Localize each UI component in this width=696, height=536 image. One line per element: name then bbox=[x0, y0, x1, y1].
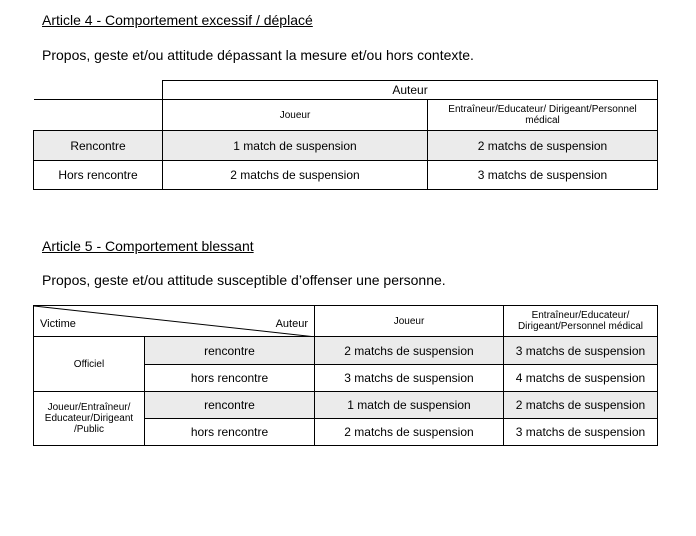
col-header-encadrement: Entraîneur/Educateur/ Dirigeant/Personnel médical bbox=[428, 100, 658, 131]
table-cell: 3 matchs de suspension bbox=[315, 365, 504, 392]
row-label: Rencontre bbox=[34, 131, 163, 161]
corner-diagonal-header bbox=[34, 306, 315, 337]
article5-title: Article 5 - Comportement blessant bbox=[42, 238, 254, 254]
table-corner bbox=[34, 81, 163, 100]
context-label: rencontre bbox=[145, 337, 315, 365]
col-header-joueur: Joueur bbox=[315, 306, 504, 337]
table-row bbox=[34, 392, 658, 419]
col-header-joueur: Joueur bbox=[163, 100, 428, 131]
group-header-auteur: Auteur bbox=[163, 81, 658, 100]
table-cell: 2 matchs de suspension bbox=[315, 419, 504, 446]
context-label: rencontre bbox=[145, 392, 315, 419]
corner-victime-label: Victime bbox=[40, 318, 76, 330]
context-label: hors rencontre bbox=[145, 365, 315, 392]
article4-description: Propos, geste et/ou attitude dépassant la mesure et/ou hors contexte. bbox=[42, 47, 474, 63]
table-cell: 2 matchs de suspension bbox=[428, 131, 658, 161]
corner-auteur-label: Auteur bbox=[275, 318, 308, 330]
row-label: Hors rencontre bbox=[34, 161, 163, 190]
article4-title: Article 4 - Comportement excessif / déplacé bbox=[42, 12, 313, 28]
table-cell: 2 matchs de suspension bbox=[315, 337, 504, 365]
table-row bbox=[34, 161, 658, 190]
context-label: hors rencontre bbox=[145, 419, 315, 446]
victim-label: Joueur/Entraîneur/ Educateur/Dirigeant /Public bbox=[34, 392, 145, 446]
article4-table bbox=[33, 80, 658, 190]
col-header-encadrement: Entraîneur/Educateur/ Dirigeant/Personnel médical bbox=[504, 306, 658, 337]
table-row bbox=[34, 337, 658, 365]
table-corner bbox=[34, 100, 163, 131]
table-cell: 2 matchs de suspension bbox=[163, 161, 428, 190]
table-cell: 3 matchs de suspension bbox=[428, 161, 658, 190]
table-cell: 1 match de suspension bbox=[315, 392, 504, 419]
article5-table bbox=[33, 305, 658, 446]
table-cell: 2 matchs de suspension bbox=[504, 392, 658, 419]
victim-label: Officiel bbox=[34, 337, 145, 392]
table-cell: 4 matchs de suspension bbox=[504, 365, 658, 392]
table-cell: 3 matchs de suspension bbox=[504, 419, 658, 446]
table-cell: 1 match de suspension bbox=[163, 131, 428, 161]
diagonal-line bbox=[34, 306, 316, 337]
table-row bbox=[34, 131, 658, 161]
article5-description: Propos, geste et/ou attitude susceptible d’offenser une personne. bbox=[42, 272, 446, 288]
table-cell: 3 matchs de suspension bbox=[504, 337, 658, 365]
